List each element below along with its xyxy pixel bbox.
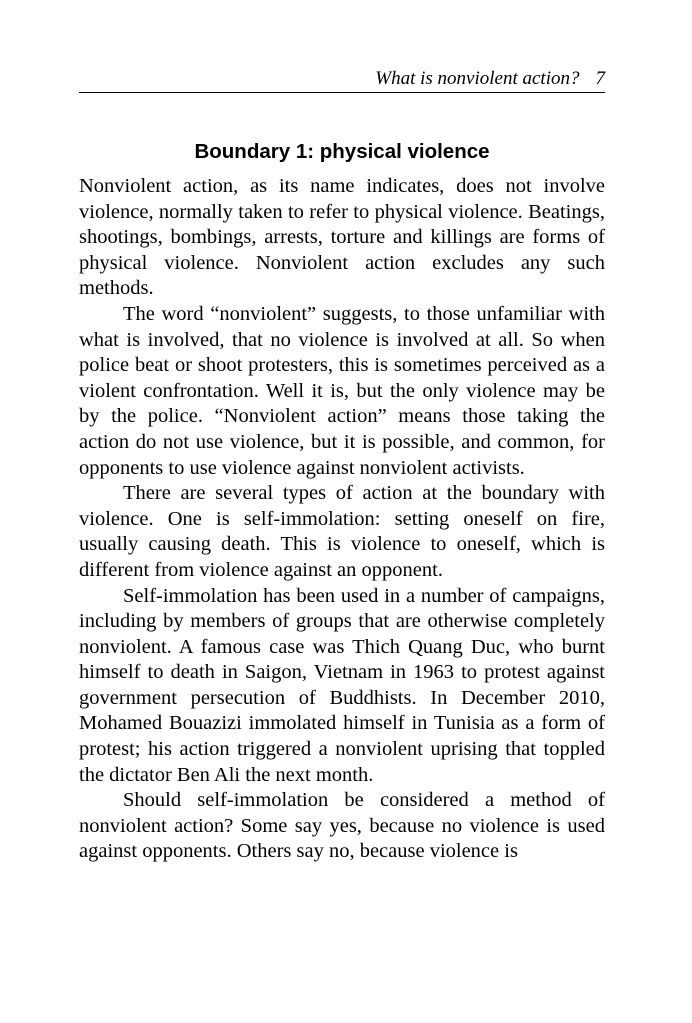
paragraph: Self-immolation has been used in a number of campaigns, including by members of groups that are otherwise completely nonviolent. A famous case was Thich Quang Duc, who burnt himself to death in Saigon, Vietnam in 1963 to protest against government persecution of Buddhists. In December 2010, Mohamed Bouazizi immolated himself in Tunisia as a form of protest; his action triggered a nonviolent uprising that toppled the dictator Ben Ali the next month. xyxy=(79,584,605,786)
running-header xyxy=(79,68,605,93)
paragraph: Should self-immolation be considered a method of nonviolent action? Some say yes, because no violence is used against opponents. Others say no, because violence is xyxy=(79,789,605,863)
running-title: What is nonviolent action? xyxy=(375,68,580,89)
paragraph: Nonviolent action, as its name indicates, does not involve violence, normally taken to refer to physical violence. Beatings, shootings, bombings, arrests, torture and killings are forms of physical violence. Nonviolent action excludes any such methods. xyxy=(79,175,605,300)
paragraph: The word “nonviolent” suggests, to those unfamiliar with what is involved, that no violence is involved at all. So when police beat or shoot protesters, this is sometimes perceived as a violent confrontation. Well it is, but the only violence may be by the police. “Nonviolent action” means those taking the action do not use violence, but it is possible, and common, for opponents to use violence against nonviolent activists. xyxy=(79,302,605,479)
paragraph: There are several types of action at the boundary with violence. One is self-immolation: setting oneself on fire, usually causing death. This is violence to oneself, which is different from violence against an opponent. xyxy=(79,482,605,581)
section-heading: Boundary 1: physical violence xyxy=(194,140,490,163)
body-text xyxy=(79,174,605,865)
page-number: 7 xyxy=(595,68,605,89)
